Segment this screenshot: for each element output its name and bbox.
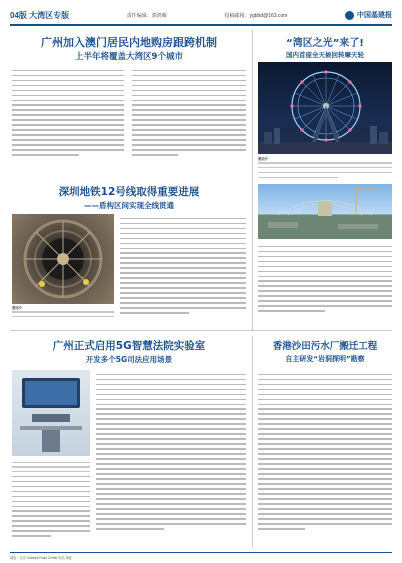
court-lab-photo: [12, 370, 90, 456]
column-divider-vertical-lower: [252, 336, 253, 548]
article2-subtitle: 国内首座全天候回转摩天轮: [286, 51, 364, 59]
contact-email: 投稿邮箱：ygbbd@163.com: [224, 12, 288, 19]
ferris-wheel-photo: [258, 62, 392, 154]
section-divider: [10, 330, 392, 331]
article2-caption: [258, 157, 392, 178]
brand-logo-icon: [345, 11, 354, 20]
article4-body-left: [12, 472, 90, 546]
article1-body-col1: [12, 66, 124, 156]
article2-caption-author: 黄泊沙: [258, 157, 268, 161]
article2-title: “湾区之光”来了!: [286, 38, 364, 49]
footer-text: 地址：北京 Chinese Road Center 电话 地址: [10, 555, 72, 560]
article4-subtitle: 开发多个5G司法应用场景: [85, 355, 173, 364]
article1-body-col2: [132, 66, 246, 156]
article3-caption: [12, 306, 114, 317]
page-label: 04版 大湾区专版: [10, 10, 70, 20]
article5-subtitle: 自主研发“岩洞探明”勘察: [285, 355, 365, 363]
page-footer: [10, 552, 392, 561]
tunnel-boring-photo: [12, 214, 114, 304]
ferris-wheel-illustration: [258, 62, 392, 154]
article3-subtitle: ——盾构区间实现全线贯通: [84, 201, 174, 210]
article5-body: [258, 370, 392, 546]
brand: [345, 10, 392, 20]
article4-caption: [12, 458, 90, 472]
article2-body: [258, 242, 392, 322]
article3-body: [120, 214, 246, 318]
editor-label: 责任编辑：郭鸿雁: [126, 12, 167, 19]
court-lab-illustration: [12, 370, 90, 456]
article1-title: 广州加入澳门居民内地购房跟跨机制: [41, 36, 217, 49]
column-divider-vertical: [252, 30, 253, 330]
article4-title: 广州正式启用5G智慧法院实验室: [52, 340, 206, 352]
article1-subtitle: 上半年将覆盖大湾区9个城市: [75, 52, 183, 62]
brand-name: 中国基建报: [357, 12, 392, 19]
construction-site-photo: [258, 184, 392, 239]
tunnel-illustration: [12, 214, 114, 304]
article3-title: 深圳地铁12号线取得重要进展: [58, 186, 200, 198]
article3-caption-author: 黄泊沙: [12, 306, 22, 310]
article5-title: 香港沙田污水厂搬迁工程: [272, 341, 378, 352]
construction-illustration: [258, 184, 392, 239]
article4-body: [96, 370, 246, 546]
page-header: [10, 6, 392, 26]
